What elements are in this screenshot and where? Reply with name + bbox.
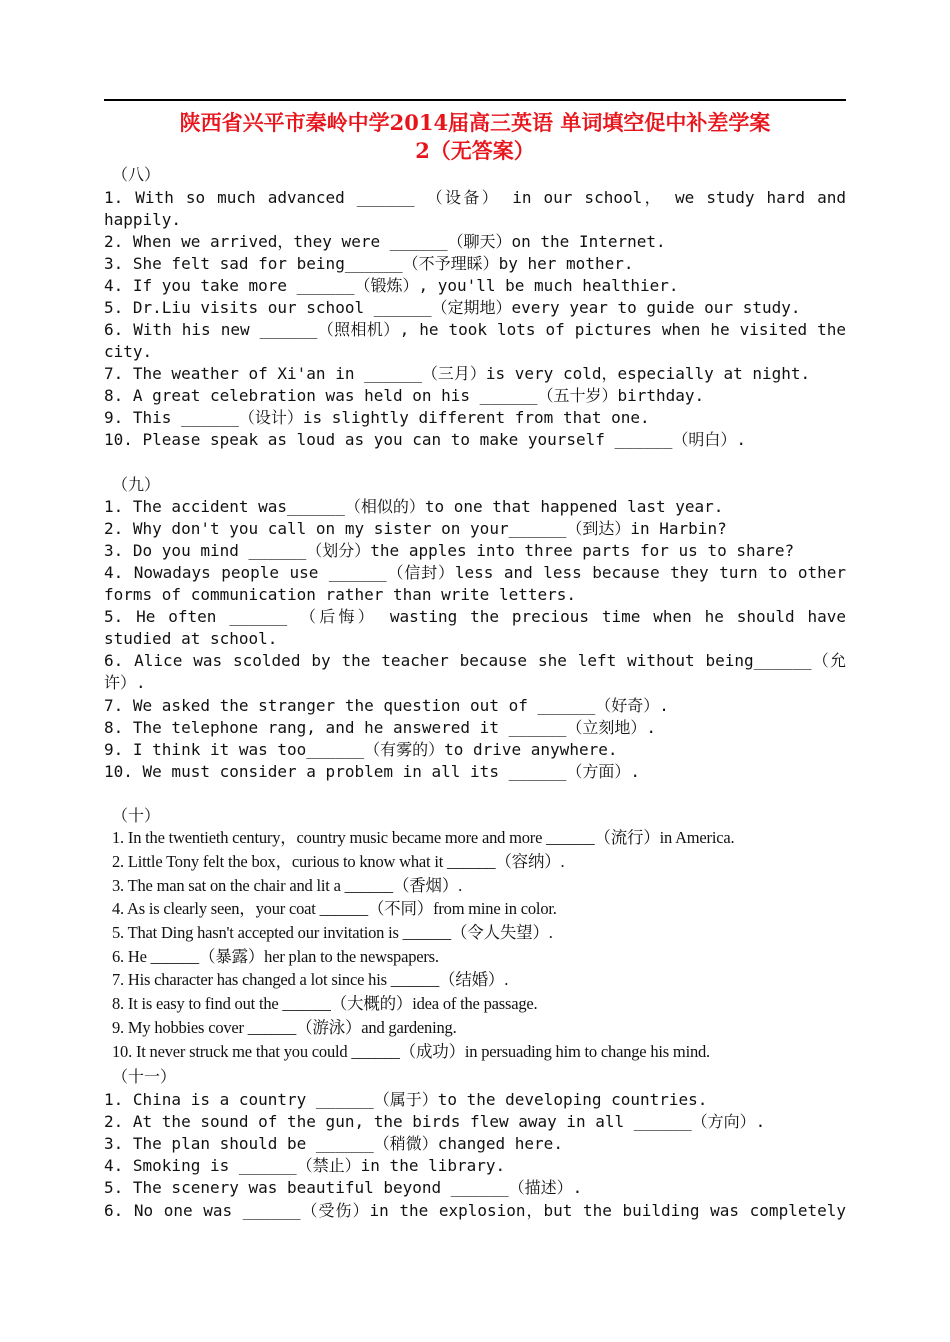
exercise-line: 4. As is clearly seen，your coat ______（不同）from mine in color. (112, 899, 557, 918)
exercise-line: 9. This ______（设计）is slightly different from that one. (104, 408, 650, 427)
document-title-line-1: 陕西省兴平市秦岭中学2014届高三英语 单词填空促中补差学案 (179, 110, 771, 135)
exercise-line: 许）. (104, 673, 146, 692)
exercise-line: city. (104, 342, 153, 361)
exercise-line: 10. It never struck me that you could ______（成功）in persuading him to change his mind. (112, 1042, 710, 1061)
exercise-line: 1. In the twentieth century，country music became more and more ______（流行）in America. (112, 828, 735, 847)
exercise-line: 2. At the sound of the gun, the birds flew away in all ______（方向）. (104, 1112, 766, 1131)
exercise-line: happily. (104, 210, 182, 229)
exercise-line: 9. My hobbies cover ______（游泳）and gardening. (112, 1018, 457, 1037)
header-rule (104, 99, 846, 101)
exercise-line: 7. His character has changed a lot since his ______（结婚）. (112, 970, 509, 989)
document-title-line-2: 2（无答案） (415, 138, 535, 163)
exercise-line: 6. With his new ______（照相机）, he took lots of pictures when he visited the (104, 320, 846, 339)
exercise-line: 2. Little Tony felt the box，curious to know what it ______（容纳）. (112, 852, 565, 871)
exercise-line: 8. A great celebration was held on his ______（五十岁）birthday. (104, 386, 705, 405)
exercise-line: 9. I think it was too______（有雾的）to drive anywhere. (104, 740, 618, 759)
exercise-line: 6. No one was ______（受伤）in the explosion，but the building was completely (104, 1201, 846, 1220)
exercise-line: 10. We must consider a problem in all its ______（方面）. (104, 762, 641, 781)
section-heading: （十一） (112, 1067, 177, 1086)
exercise-line: 4. Nowadays people use ______（信封）less and less because they turn to other (104, 563, 846, 582)
exercise-line: 3. The plan should be ______（稍微）changed here. (104, 1134, 563, 1153)
section-heading: （十） (112, 806, 161, 825)
exercise-line: 5. The scenery was beautiful beyond ______（描述）. (104, 1178, 583, 1197)
exercise-line: 7. We asked the stranger the question out of ______（好奇）. (104, 696, 669, 715)
exercise-line: 5. That Ding hasn't accepted our invitation is ______（令人失望）. (112, 923, 553, 942)
exercise-line: forms of communication rather than write letters. (104, 585, 577, 604)
exercise-line: 5. Dr.Liu visits our school ______（定期地）every year to guide our study. (104, 298, 801, 317)
section-heading: （九） (112, 475, 161, 494)
exercise-line: 8. The telephone rang, and he answered it ______（立刻地）. (104, 718, 657, 737)
exercise-line: 10. Please speak as loud as you can to make yourself ______（明白）. (104, 430, 746, 449)
exercise-line: 6. He ______（暴露）her plan to the newspapers. (112, 947, 439, 966)
exercise-line: 1. With so much advanced ______ （设备） in our school， we study hard and (104, 188, 846, 207)
exercise-line: 2. When we arrived，they were ______（聊天）on the Internet. (104, 232, 666, 251)
exercise-line: 6. Alice was scolded by the teacher because she left without being______（允 (104, 651, 846, 670)
section-heading: （八） (112, 165, 161, 184)
exercise-line: 4. Smoking is ______（禁止）in the library. (104, 1156, 506, 1175)
exercise-line: 4. If you take more ______（锻炼）, you'll be much healthier. (104, 276, 679, 295)
exercise-line: 5. He often ______ （后悔） wasting the precious time when he should have (104, 607, 846, 626)
exercise-line: 2. Why don't you call on my sister on your______（到达）in Harbin? (104, 519, 727, 538)
exercise-line: 7. The weather of Xi'an in ______（三月）is very cold，especially at night. (104, 364, 811, 383)
exercise-line: studied at school. (104, 629, 278, 648)
exercise-line: 3. She felt sad for being______（不予理睬）by her mother. (104, 254, 634, 273)
exercise-line: 1. The accident was______（相似的）to one that happened last year. (104, 497, 724, 516)
exercise-line: 8. It is easy to find out the ______（大概的）idea of the passage. (112, 994, 538, 1013)
exercise-line: 3. Do you mind ______（划分）the apples into three parts for us to share? (104, 541, 795, 560)
exercise-line: 3. The man sat on the chair and lit a ______（香烟）. (112, 876, 463, 895)
exercise-line: 1. China is a country ______（属于）to the developing countries. (104, 1090, 708, 1109)
